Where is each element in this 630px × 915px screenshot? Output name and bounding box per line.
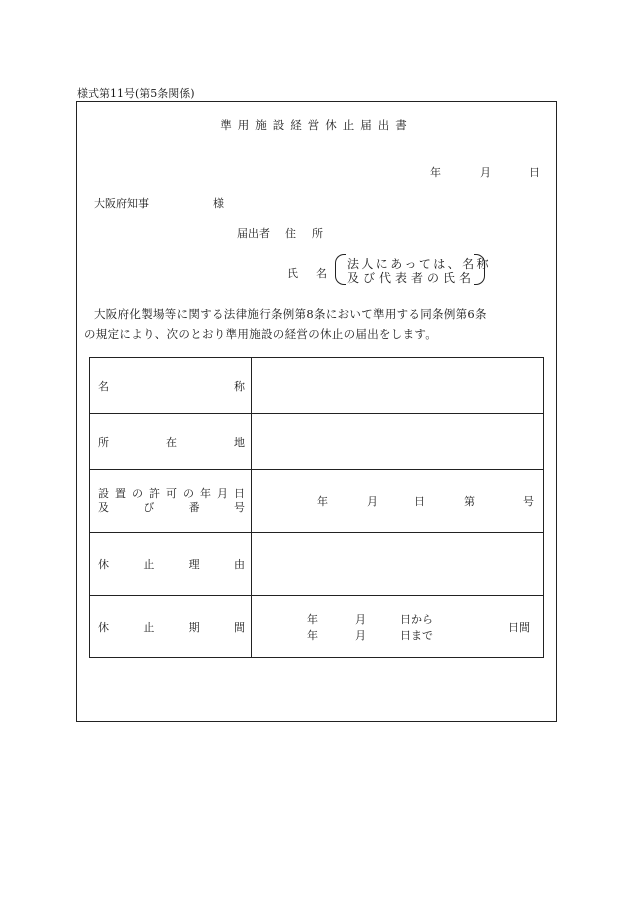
facility-name-label: 名 称 (90, 358, 252, 414)
permit-year-label: 年 (317, 495, 328, 508)
period-to-month: 月 (355, 629, 366, 642)
table-row (90, 470, 544, 533)
table-row (90, 533, 544, 596)
period-field[interactable] (252, 596, 544, 658)
period-from-year: 年 (307, 613, 318, 626)
period-days-label: 日間 (508, 621, 530, 634)
date-month-label: 月 (480, 166, 491, 179)
period-to-year: 年 (307, 629, 318, 642)
location-field[interactable] (252, 414, 544, 470)
reason-field[interactable] (252, 533, 544, 596)
period-label: 休 止 期 間 (90, 596, 252, 658)
form-frame (76, 101, 557, 722)
info-table (89, 357, 544, 658)
permit-month-label: 月 (367, 495, 378, 508)
permit-dai-label: 第 (464, 495, 475, 508)
period-from-day: 日から (400, 613, 433, 626)
corporate-note-line1: 法人にあっては、名称 (347, 257, 491, 271)
table-row (90, 596, 544, 658)
reason-label: 休 止 理 由 (90, 533, 252, 596)
filer-label: 届出者 (237, 227, 270, 240)
left-paren (335, 254, 346, 285)
corporate-note (335, 254, 491, 285)
permit-label: 設 置 の 許 可 の 年 月 日 及 び 番 号 (90, 470, 252, 533)
form-title: 準用施設経営休止届出書 (220, 118, 413, 132)
body-text-line1: 大阪府化製場等に関する法律施行条例第8条において準用する同条例第6条 (94, 307, 487, 321)
table-row (90, 414, 544, 470)
location-label: 所 在 地 (90, 414, 252, 470)
table-row (90, 358, 544, 414)
form-reference-number: 様式第11号(第5条関係) (77, 87, 195, 100)
facility-name-field[interactable] (252, 358, 544, 414)
body-text-line2: の規定により、次のとおり準用施設の経営の休止の届出をします。 (84, 327, 438, 341)
date-year-label: 年 (430, 166, 441, 179)
name-label: 氏名 (287, 267, 345, 280)
period-from-month: 月 (355, 613, 366, 626)
recipient-honorific: 様 (213, 197, 224, 210)
corporate-note-line2: 及び代表者の氏名 (347, 271, 476, 285)
permit-go-label: 号 (523, 495, 534, 508)
right-paren (474, 254, 485, 285)
date-day-label: 日 (529, 166, 540, 179)
recipient: 大阪府知事 (94, 197, 149, 210)
address-label: 住所 (285, 227, 339, 240)
period-to-day: 日まで (400, 629, 433, 642)
permit-day-label: 日 (414, 495, 425, 508)
permit-field[interactable] (252, 470, 544, 533)
